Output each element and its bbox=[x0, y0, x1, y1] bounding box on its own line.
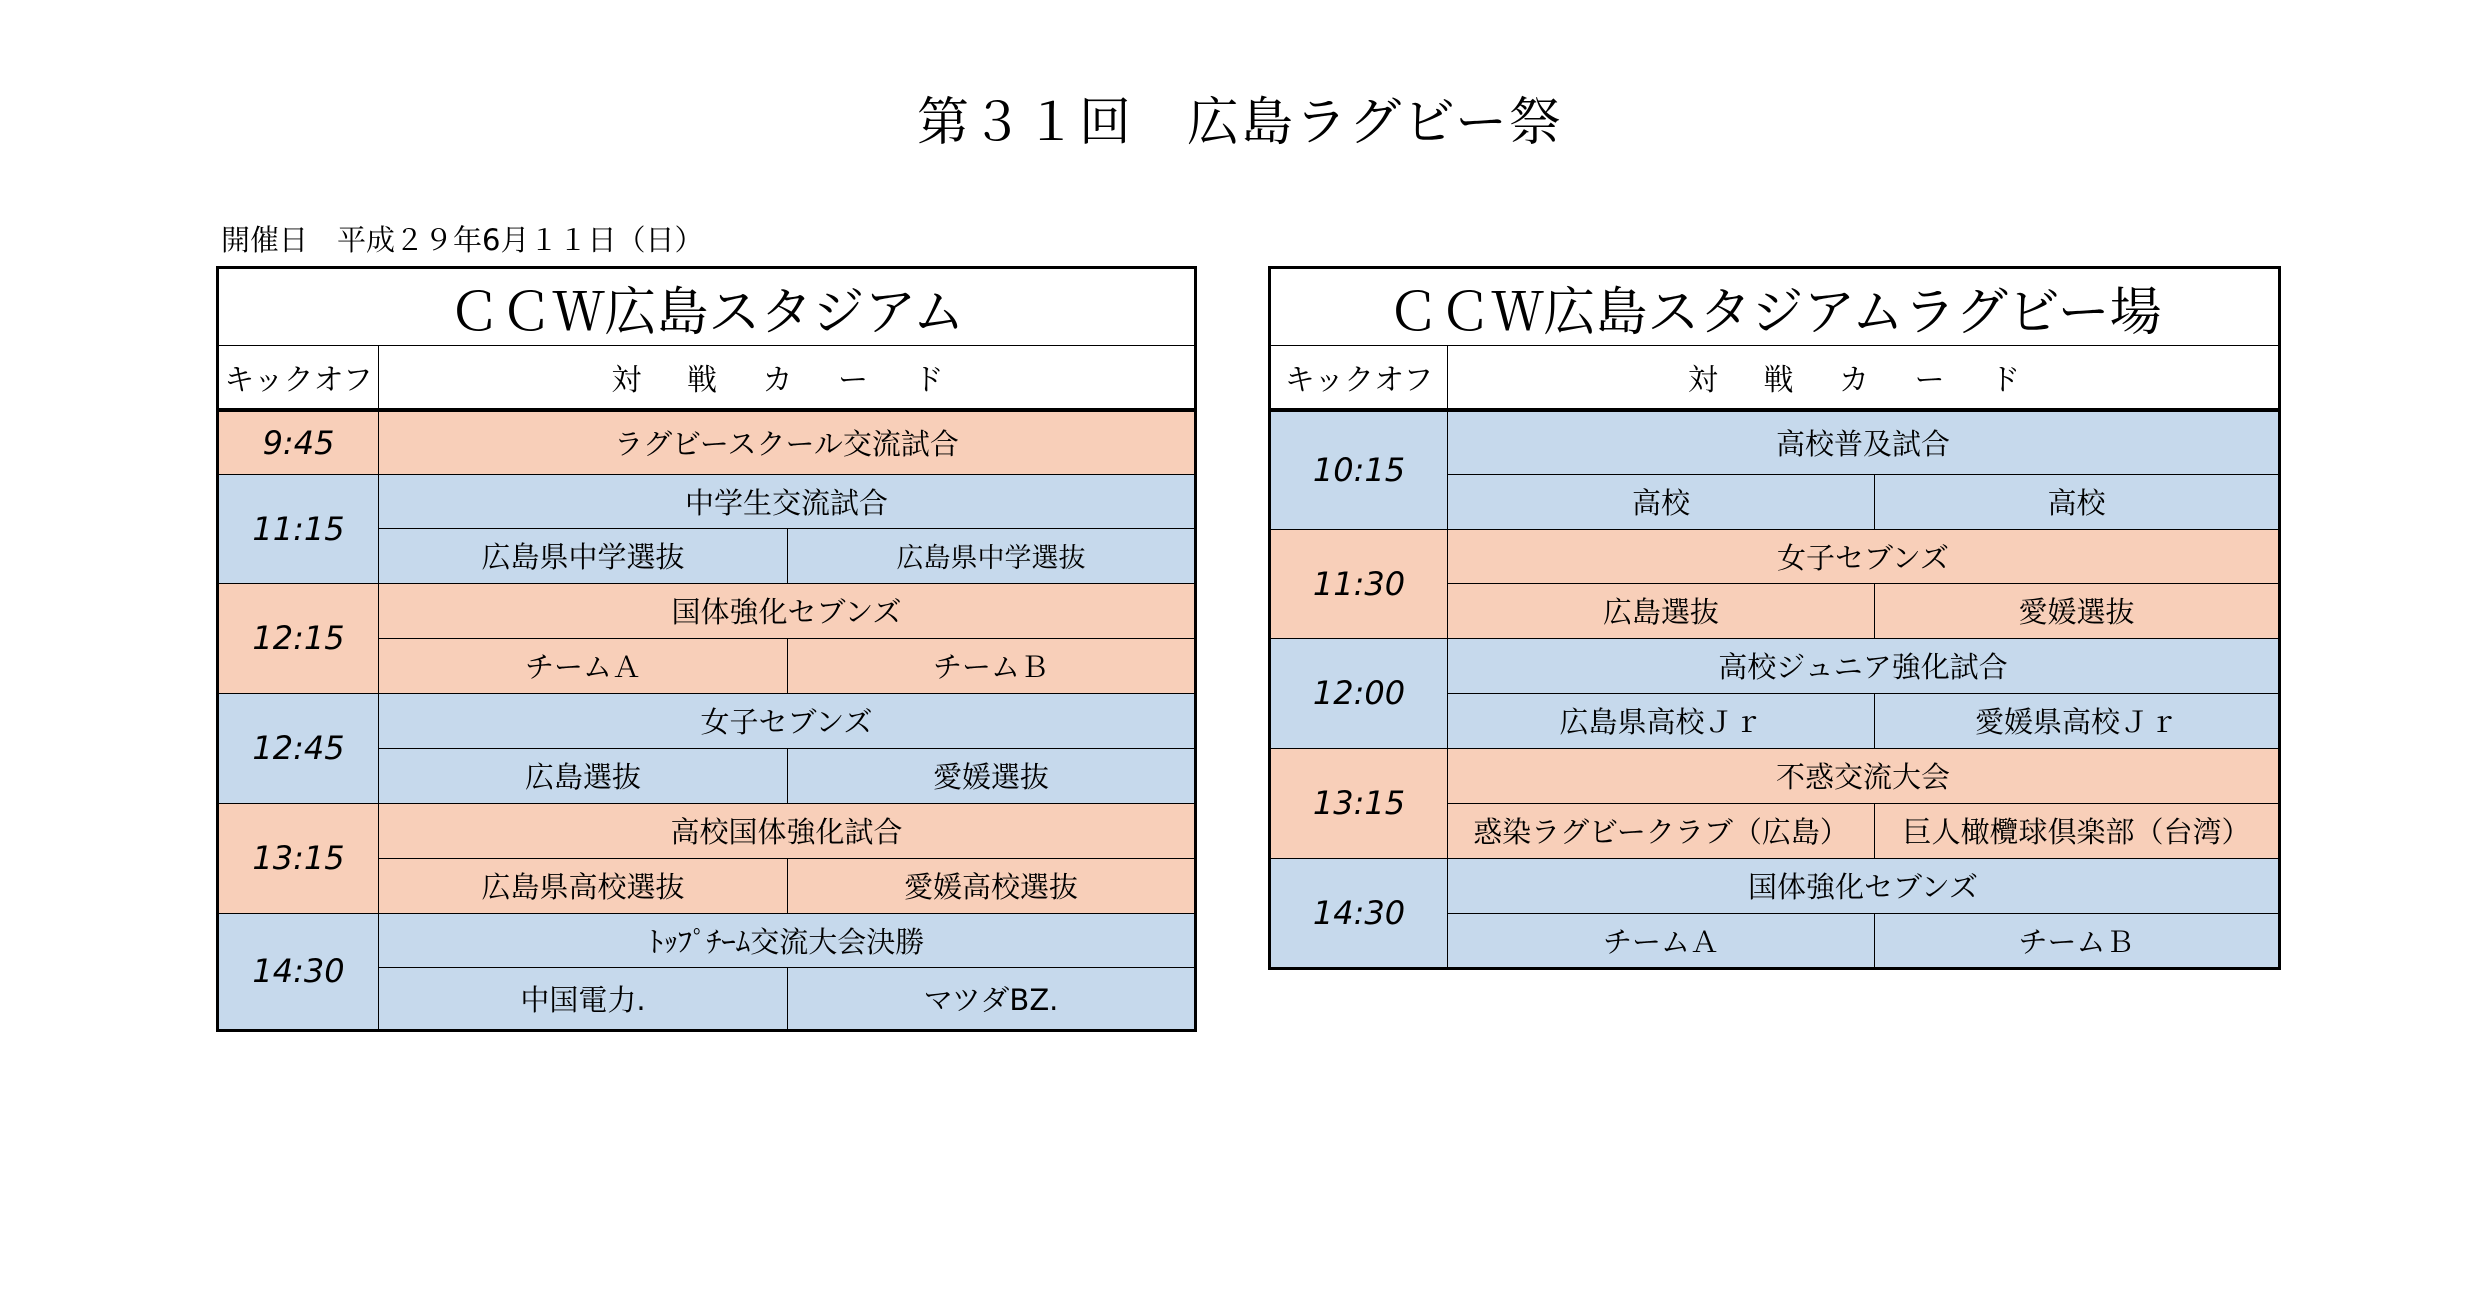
team-cell: 広島県中学選抜 bbox=[379, 528, 788, 583]
kickoff-time: 14:30 bbox=[218, 913, 379, 1030]
event-name: ﾄｯﾌﾟﾁｰﾑ交流大会決勝 bbox=[379, 913, 1196, 967]
matchup-header: 対 戦 カ ー ド bbox=[379, 346, 1196, 411]
event-name: 高校ジュニア強化試合 bbox=[1448, 638, 2280, 693]
event-name: 国体強化セブンズ bbox=[1448, 858, 2280, 913]
kickoff-time: 10:15 bbox=[1270, 410, 1448, 529]
team-cell: 広島県中学選抜 bbox=[788, 528, 1196, 583]
event-name: 高校普及試合 bbox=[1448, 410, 2280, 474]
team-cell: 広島県高校Ｊｒ bbox=[1448, 693, 1875, 748]
event-name: 高校国体強化試合 bbox=[379, 803, 1196, 858]
kickoff-time: 13:15 bbox=[218, 803, 379, 913]
event-name: 中学生交流試合 bbox=[379, 474, 1196, 528]
event-name: ラグビースクール交流試合 bbox=[379, 410, 1196, 474]
kickoff-time: 11:30 bbox=[1270, 529, 1448, 638]
kickoff-time: 12:45 bbox=[218, 693, 379, 803]
kickoff-header: キックオフ bbox=[1270, 346, 1448, 411]
kickoff-time: 12:15 bbox=[218, 583, 379, 693]
team-cell: 広島選抜 bbox=[379, 748, 788, 803]
event-name: 女子セブンズ bbox=[1448, 529, 2280, 583]
team-cell: 愛媛選抜 bbox=[1875, 583, 2280, 638]
event-name: 国体強化セブンズ bbox=[379, 583, 1196, 638]
team-cell: 愛媛県高校Ｊｒ bbox=[1875, 693, 2280, 748]
team-cell: 広島選抜 bbox=[1448, 583, 1875, 638]
venue-name: ＣＣＷ広島スタジアム bbox=[218, 268, 1196, 346]
matchup-header: 対 戦 カ ー ド bbox=[1448, 346, 2280, 411]
team-cell: チームＡ bbox=[1448, 913, 1875, 968]
kickoff-time: 13:15 bbox=[1270, 748, 1448, 858]
team-cell: 高校 bbox=[1875, 474, 2280, 529]
kickoff-time: 12:00 bbox=[1270, 638, 1448, 748]
team-cell: チームＢ bbox=[788, 638, 1196, 693]
team-cell: 愛媛高校選抜 bbox=[788, 858, 1196, 913]
kickoff-time: 9:45 bbox=[218, 410, 379, 474]
page-title: 第３１回 広島ラグビー祭 bbox=[917, 93, 1563, 153]
event-name: 不惑交流大会 bbox=[1448, 748, 2280, 803]
venue-table-rugby-field bbox=[1268, 266, 2281, 970]
team-cell: チームＡ bbox=[379, 638, 788, 693]
venue-table-stadium bbox=[216, 266, 1197, 1032]
team-cell: 惑染ラグビークラブ（広島） bbox=[1448, 803, 1875, 858]
kickoff-time: 14:30 bbox=[1270, 858, 1448, 968]
event-date: 開催日 平成２９年6月１１日（日） bbox=[221, 223, 704, 257]
team-cell: 広島県高校選抜 bbox=[379, 858, 788, 913]
kickoff-header: キックオフ bbox=[218, 346, 379, 411]
team-cell: 愛媛選抜 bbox=[788, 748, 1196, 803]
venue-name: ＣＣＷ広島スタジアムラグビー場 bbox=[1270, 268, 2280, 346]
team-cell: 中国電力. bbox=[379, 967, 788, 1030]
event-name: 女子セブンズ bbox=[379, 693, 1196, 748]
team-cell: 高校 bbox=[1448, 474, 1875, 529]
kickoff-time: 11:15 bbox=[218, 474, 379, 583]
team-cell: チームＢ bbox=[1875, 913, 2280, 968]
team-cell: 巨人橄欖球倶楽部（台湾） bbox=[1875, 803, 2280, 858]
team-cell: マツダBZ. bbox=[788, 967, 1196, 1030]
